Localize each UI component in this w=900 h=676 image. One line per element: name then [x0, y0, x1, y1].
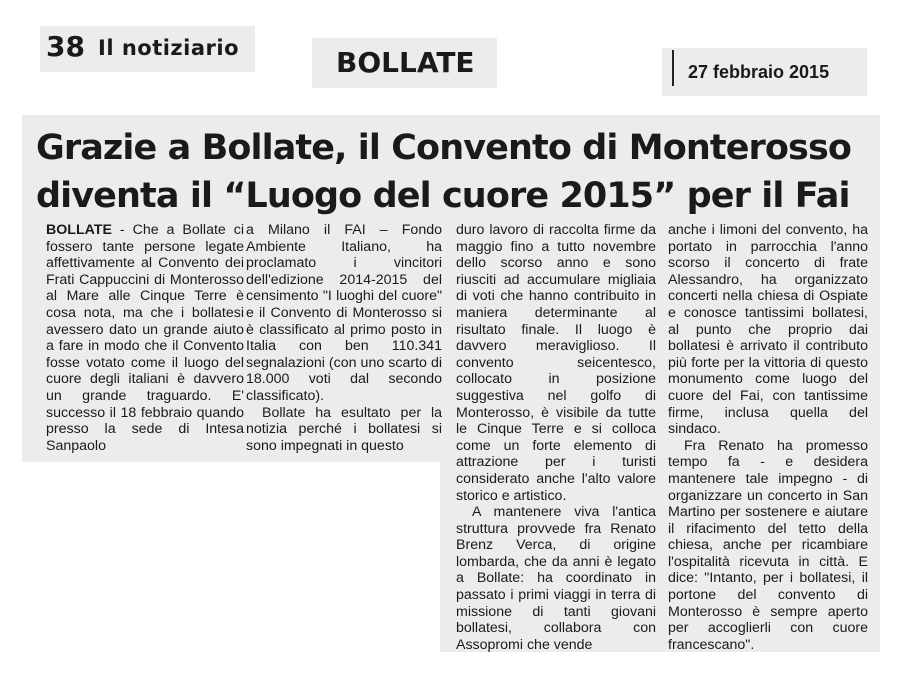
dateline: BOLLATE — [46, 222, 112, 238]
article-paragraph: A mantenere viva l'antica struttura provvede fra Renato Brenz Verca, di origine lombarda, che da anni è legato a Bollate: ha coordinato in passato i primi viaggi in terra di missione di tanti giovani bollatesi, collabora con Assopromi che vende — [456, 504, 656, 653]
headline-line-1: Grazie a Bollate, il Convento di Monterosso — [36, 128, 852, 168]
article-column-4 — [668, 222, 868, 653]
article-paragraph — [46, 222, 244, 454]
article-paragraph: a Milano il FAI – Fondo Ambiente Italiano, ha proclamato i vincitori dell'edizione 2014-2015 del censimento "I luoghi del cuore" e il Convento di Monterosso si è classificato al primo posto in Italia con ben 110.341 segnalazioni (con uno scarto di 18.000 voti dal secondo classificato). — [246, 222, 442, 404]
article-paragraph: Bollate ha esultato per la notizia perché i bollatesi si sono impegnati in questo — [246, 404, 442, 454]
article-headline — [36, 124, 876, 220]
article-column-2 — [246, 222, 442, 454]
headline-line-2: diventa il “Luogo del cuore 2015” per il Fai — [36, 176, 850, 216]
masthead: Il notiziario — [98, 36, 240, 60]
page-number: 38 — [46, 30, 85, 63]
issue-date: 27 febbraio 2015 — [688, 62, 830, 82]
article-paragraph: anche i limoni del convento, ha portato in parrocchia l'anno scorso il concerto di frate Alessandro, ha organizzato concerti nella chiesa di Ospiate e conosce tantissimi bollatesi, al punto che proprio dai bollatesi è arrivato il contributo più forte per la vittoria di questo monumento come luogo del cuore del Fai, con tantissime firme, inclusa quella del sindaco. — [668, 222, 868, 438]
article-paragraph: duro lavoro di raccolta firme da maggio fino a tutto novembre dello scorso anno e sono riusciti ad accumulare migliaia di voti che hanno contribuito in maniera determinante al risultato finale. Il luogo è davvero meraviglioso. Il convento seicentesco, collocato in posizione suggestiva nel golfo di Monterosso, è visibile da tutte le Cinque Terre e si colloca come un forte elemento di attrazione per i turisti considerato anche l'alto valore storico e artistico. — [456, 222, 656, 504]
article-column-3 — [456, 222, 656, 653]
paragraph-text: - Che a Bollate ci fossero tante persone legate affettivamente al Convento dei Frati Cappuccini di Monterosso al Mare alle Cinque Terre è cosa nota, ma che i bollatesi avessero dato un grande aiuto a fare in modo che il Convento fosse votato come il luogo del cuore degli italiani è davvero un grande traguardo. E' successo il 18 febbraio quando presso la sede di Intesa Sanpaolo — [46, 222, 244, 454]
article-column-1 — [46, 222, 244, 454]
date-divider — [672, 50, 674, 86]
article-paragraph: Fra Renato ha promesso tempo fa - e desidera mantenere tale impegno - di organizzare un concerto in San Martino per sostenere e aiutare il rifacimento del tetto della chiesa, anche per ricambiare l'ospitalità ricevuta in città. E dice: "Intanto, per i bollatesi, il portone del convento di Monterosso è sempre aperto per accoglierli con cuore francescano". — [668, 437, 868, 653]
section-title: BOLLATE — [336, 46, 475, 79]
